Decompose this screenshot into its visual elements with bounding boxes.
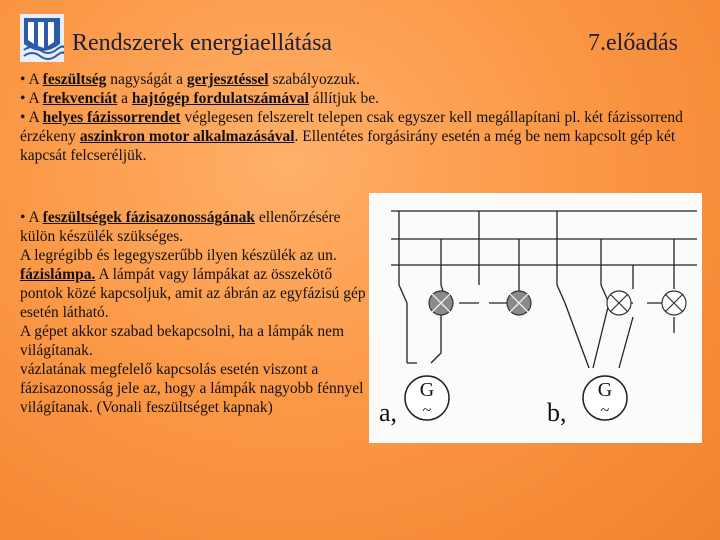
paragraph-text: A legrégibb és legegyszerűbb ilyen készülék az un.	[20, 247, 337, 264]
university-logo	[20, 14, 64, 62]
generator-symbol: G	[597, 379, 613, 401]
generator-symbol: G	[419, 379, 435, 401]
bullet-prefix: • A	[20, 71, 43, 88]
page-title: Rendszerek energiaellátása	[72, 30, 333, 56]
lamp-a1-icon	[429, 291, 453, 315]
paragraph-switch-on: A gépet akkor szabad bekapcsolni, ha a lámpák nem világítanak.	[20, 323, 345, 359]
bold-term: fázislámpa.	[20, 266, 96, 283]
top-bullets	[20, 70, 696, 165]
ac-symbol: ~	[600, 402, 610, 419]
bold-term: helyes fázissorrendet	[42, 109, 181, 126]
bullet-prefix: • A	[20, 209, 43, 226]
left-column-text	[20, 208, 372, 417]
bullet-text: állítjuk be.	[308, 90, 380, 107]
circuit-a	[399, 211, 519, 363]
figure-label-a: a,	[379, 398, 398, 427]
bullet-phase-sequence	[20, 108, 696, 165]
bullet-text: a	[117, 90, 132, 107]
bullet-text: nagyságát a	[106, 71, 187, 88]
circuit-svg	[369, 193, 702, 443]
bullet-text: . Ellentétes forgásirány esetén a még be nem kapcsolt gép két kapcsát felcseréljük.	[20, 128, 676, 164]
lamp-b1-icon	[607, 291, 631, 315]
paragraph-phase-lamp	[20, 246, 372, 322]
lamp-b2-icon	[662, 291, 686, 315]
bold-term: frekvenciát	[42, 90, 118, 107]
generator-a-icon	[405, 376, 449, 420]
bullet-frequency	[20, 89, 696, 108]
bold-term: feszültség	[42, 71, 107, 88]
bullet-prefix: • A	[20, 90, 43, 107]
paragraph-text: A lámpát vagy lámpákat az összekötő pontok közé kapcsoljuk, amit az ábrán az egyfázisú gép esetén látható.	[20, 266, 366, 321]
ac-symbol: ~	[422, 402, 432, 419]
bold-term: feszültségek fázisazonosságának	[42, 209, 255, 226]
paragraph-phase-identity	[20, 208, 372, 246]
figure-label-b: b,	[547, 398, 567, 427]
phase-lamp-circuit-diagram	[369, 193, 702, 443]
paragraph-text: ellenőrzésére külön készülék szükséges.	[20, 209, 341, 245]
lecture-number: 7.előadás	[588, 30, 678, 56]
circuit-b	[557, 211, 674, 368]
bold-term: hajtógép fordulatszámával	[131, 90, 309, 107]
lamp-a2-icon	[507, 291, 531, 315]
bold-term: gerjesztéssel	[186, 71, 269, 88]
bullet-prefix: • A	[20, 109, 43, 126]
bullet-text: véglegesen felszerelt telepen csak egyszer kell megállapítani pl. két fázissorrend érzékeny	[20, 109, 683, 145]
bold-term: aszinkron motor alkalmazásával	[79, 128, 295, 145]
bullet-voltage	[20, 70, 696, 89]
paragraph-line-voltage: vázlatának megfelelő kapcsolás esetén viszont a fázisazonosság jele az, hogy a lámpák nagyobb fénnyel világítanak. (Vonali feszültséget kapnak)	[20, 361, 364, 416]
bullet-text: szabályozzuk.	[268, 71, 360, 88]
generator-b-icon	[583, 376, 627, 420]
